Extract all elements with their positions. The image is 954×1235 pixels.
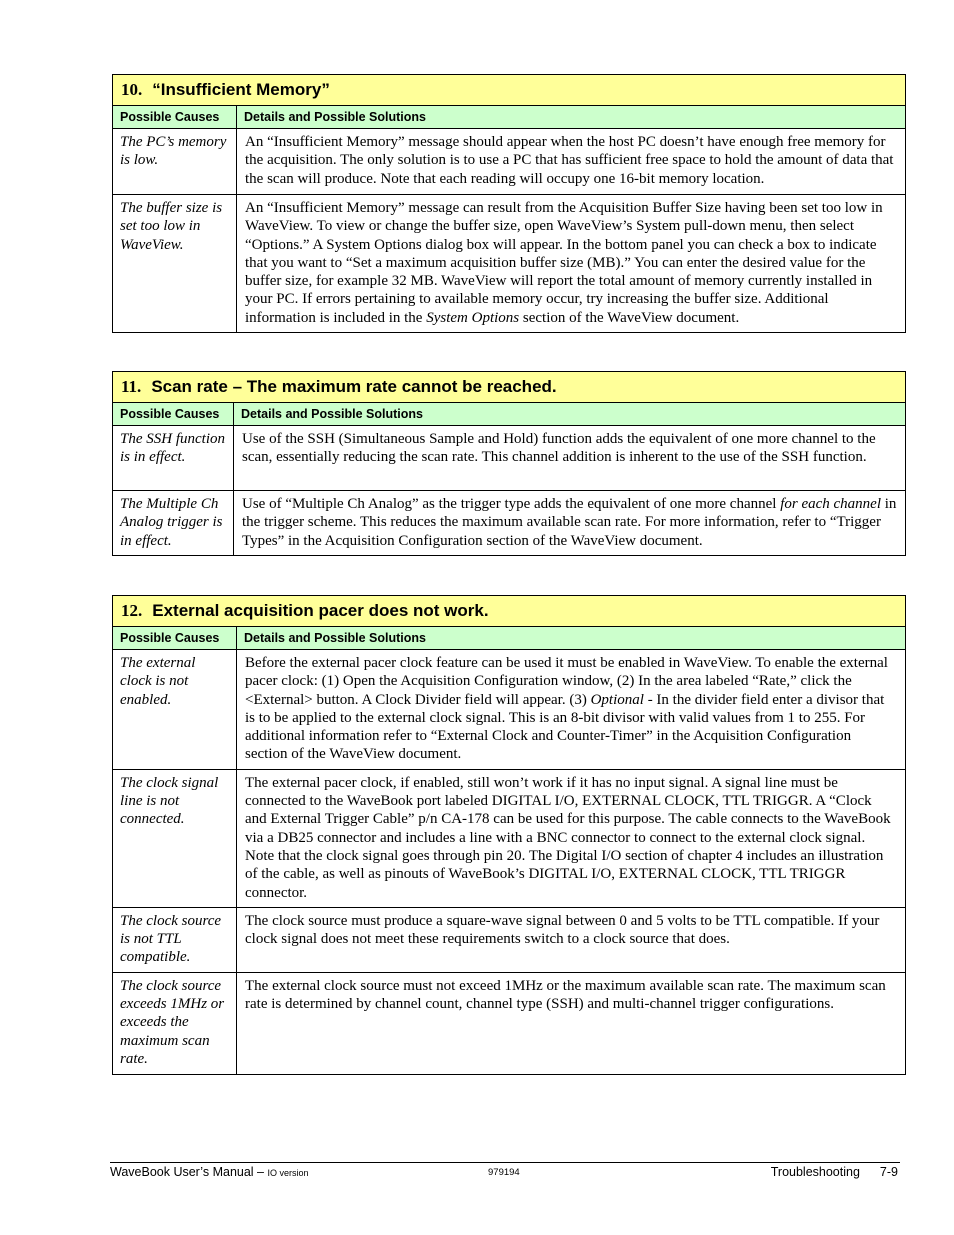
table-row	[113, 769, 906, 907]
col-header-solutions: Details and Possible Solutions	[237, 627, 906, 650]
solution-text: section of the WaveView document.	[519, 309, 740, 326]
table-row	[113, 129, 906, 195]
section-10-title	[113, 75, 906, 106]
cause-cell: The buffer size is set too low in WaveView.	[113, 195, 237, 333]
section-title-text: Scan rate – The maximum rate cannot be reached.	[151, 377, 557, 396]
section-title-text: “Insufficient Memory”	[152, 80, 330, 99]
footer-page-info	[771, 1165, 898, 1179]
footer-page-number: 7-9	[879, 1165, 898, 1179]
solution-cell	[237, 195, 906, 333]
section-11-title	[113, 372, 906, 403]
solution-cell: An “Insufficient Memory” message should appear when the host PC doesn’t have enough free memory for the acquisition. The only solution is to use a PC that has sufficient free space to hold the amount of data that the scan will produce. Note that each reading will occupy one 16-bit memory location.	[237, 129, 906, 195]
col-header-solutions: Details and Possible Solutions	[234, 403, 906, 426]
section-number: 12.	[121, 601, 143, 620]
section-11-table	[112, 371, 906, 556]
footer-version: IO version	[267, 1168, 309, 1178]
solution-text: - In the divider field enter a divisor that is to be applied to the external clock signal. This is an 8-bit divisor with valid values from 1 to 255. For additional information refer to “External Clock and Counter-Timer” in the Acquisition Configuration section of the WaveView document.	[245, 691, 885, 763]
footer-section: Troubleshooting	[770, 1165, 860, 1179]
solution-emphasis: for each channel	[780, 496, 881, 512]
table-row	[113, 907, 906, 972]
cause-cell: The clock signal line is not connected.	[113, 769, 237, 907]
col-header-solutions: Details and Possible Solutions	[237, 106, 906, 129]
solution-cell	[237, 650, 906, 770]
footer-manual-title	[110, 1165, 309, 1179]
page-footer	[110, 1162, 900, 1183]
section-number: 11.	[121, 377, 142, 396]
footer-manual: WaveBook User’s Manual –	[110, 1165, 268, 1179]
section-12-title	[113, 596, 906, 627]
table-row	[113, 491, 906, 556]
solution-text: Use of “Multiple Ch Analog” as the trigger type adds the equivalent of one more channel	[242, 496, 781, 512]
solution-cell: Use of the SSH (Simultaneous Sample and Hold) function adds the equivalent of one more channel to the scan, essentially reducing the scan rate. This channel addition is inherent to the use of the SSH function.	[234, 426, 906, 491]
section-12-table	[112, 595, 906, 1075]
cause-cell: The clock source is not TTL compatible.	[113, 907, 237, 972]
col-header-causes: Possible Causes	[113, 627, 237, 650]
solution-text: Before the external pacer clock feature can be used it must be enabled in WaveView. To enable the external pacer clock: (1) Open the Acquisition Configuration window, (2) In the area labeled “Rate,” click the <External> button. A Clock Divider field will appear. (3)	[245, 655, 888, 708]
solution-text: in the trigger scheme. This reduces the maximum available scan rate. For more information, refer to “Trigger Types” in the Acquisition Configuration section of the WaveView document.	[242, 496, 897, 549]
col-header-causes: Possible Causes	[113, 106, 237, 129]
cause-cell: The clock source exceeds 1MHz or exceeds the maximum scan rate.	[113, 972, 237, 1074]
solution-emphasis: System Options	[426, 309, 520, 326]
solution-cell: The clock source must produce a square-wave signal between 0 and 5 volts to be TTL compatible. If your clock signal does not meet these requirements switch to a clock source that does.	[237, 907, 906, 972]
solution-cell	[234, 491, 906, 556]
solution-cell: The external clock source must not exceed 1MHz or the maximum available scan rate. The maximum scan rate is determined by channel count, channel type (SSH) and multi-channel trigger configurations.	[237, 972, 906, 1074]
section-title-text: External acquisition pacer does not work.	[152, 601, 489, 620]
cause-cell: The external clock is not enabled.	[113, 650, 237, 770]
table-row	[113, 650, 906, 770]
cause-cell: The Multiple Ch Analog trigger is in effect.	[113, 491, 234, 556]
footer-doc-number: 979194	[488, 1167, 520, 1178]
solution-cell: The external pacer clock, if enabled, still won’t work if it has no input signal. A signal line must be connected to the WaveBook port labeled DIGITAL I/O, EXTERNAL CLOCK, TTL TRIGGR. A “Clock and External Trigger Cable” p/n CA-178 can be used for this purpose. The cable connects to the WaveBook via a DB25 connector and includes a line with a BNC connector to connect to the external clock signal. Note that the clock signal goes through pin 20. The Digital I/O section of chapter 4 includes an illustration of the cable, as well as pinouts of WaveBook’s DIGITAL I/O, EXTERNAL CLOCK, TTL TRIGGR connector.	[237, 769, 906, 907]
solution-text: An “Insufficient Memory” message can result from the Acquisition Buffer Size having been set too low in WaveView. To view or change the buffer size, open WaveView’s System pull-down menu, then select “Options.” A System Options dialog box will appear. In the bottom panel you can check a box to indicate that you want to “Set a maximum acquisition buffer size (MB).” You can enter the desired value for the buffer size, for example 32 MB. WaveView will report the total amount of memory currently installed in your PC. If errors pertaining to available memory occur, try increasing the buffer size. Additional information is included in the	[245, 200, 883, 326]
solution-emphasis: Optional	[590, 691, 644, 708]
section-10-table	[112, 74, 906, 333]
cause-cell: The SSH function is in effect.	[113, 426, 234, 491]
cause-cell: The PC’s memory is low.	[113, 129, 237, 195]
table-row	[113, 426, 906, 491]
table-row	[113, 195, 906, 333]
section-number: 10.	[121, 80, 143, 99]
col-header-causes: Possible Causes	[113, 403, 234, 426]
table-row	[113, 972, 906, 1074]
